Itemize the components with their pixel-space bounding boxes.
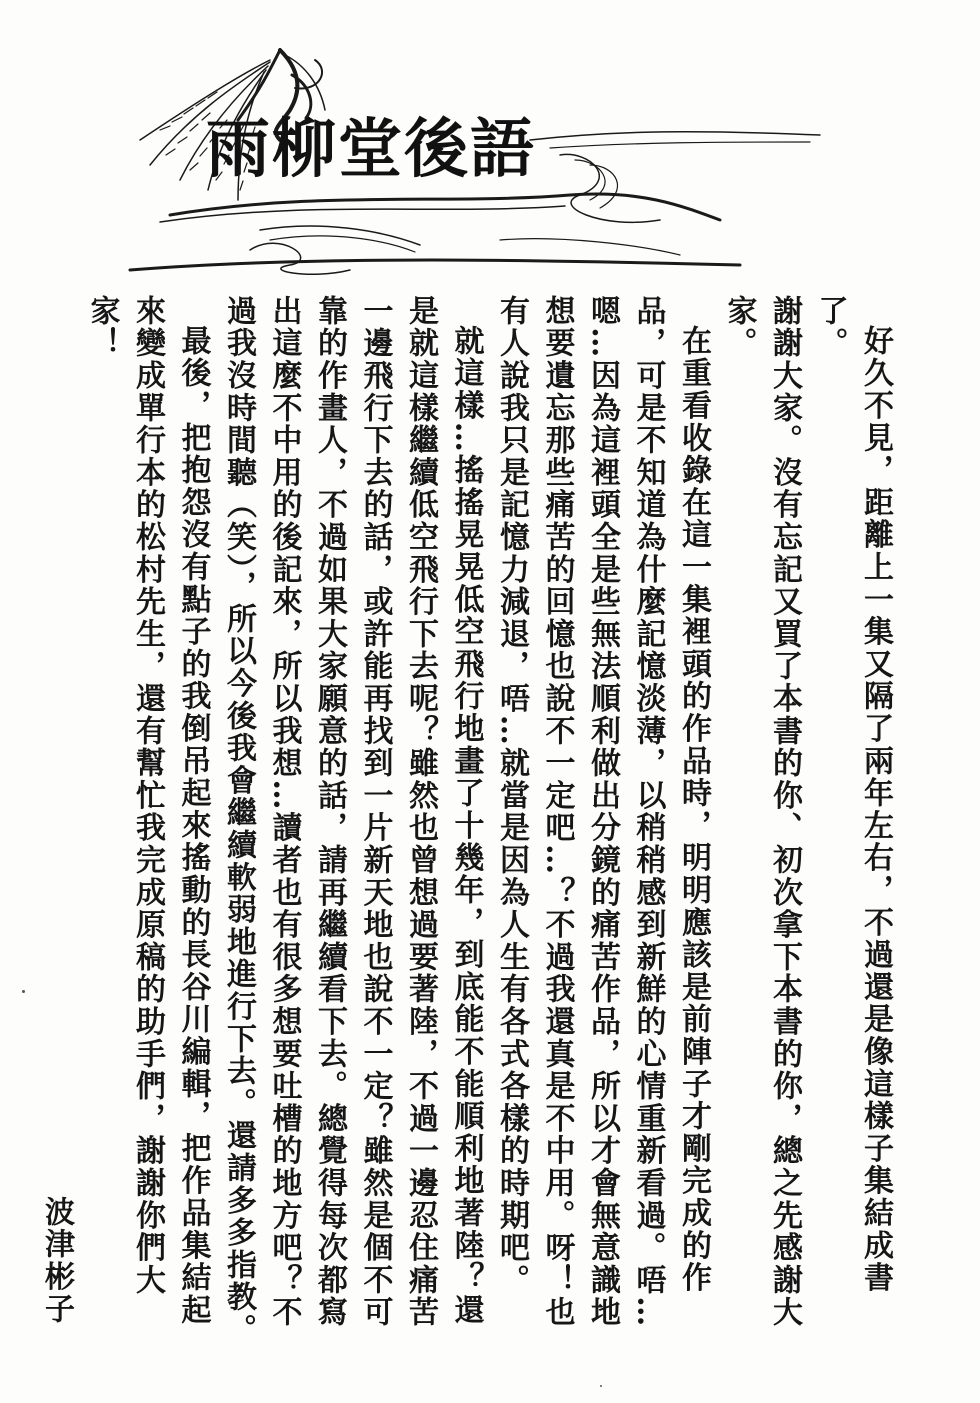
afterword-paragraph: 好久不見，距離上一集又隔了兩年左右，不過還是像這樣子集結成書了。 — [812, 295, 893, 1294]
print-speck — [600, 1385, 602, 1387]
afterword-paragraph: 就這樣…搖搖晃晃低空飛行地畫了十幾年，到底能不能順利地著陸？還是就這樣繼續低空飛行下去呢？雖然也曾想過要著陸，不過一邊忍住痛苦一邊飛行下去的話，或許能再找到一片新天地也說不一定？雖然是個不可靠的作畫人，不過如果大家願意的話，請再繼續看下去。總覺得每次都寫出這麼不中用的後記來，所以我想…讀者也有很多想要吐槽的地方吧？不過我沒時間聽（笑），所以今後我會繼續軟弱地進行下去。還請多多指教。 — [221, 295, 484, 1346]
author-signature: 波津彬子 — [39, 1195, 74, 1325]
print-speck — [22, 990, 25, 993]
afterword-paragraph: 最後，把抱怨沒有點子的我倒吊起來搖動的長谷川編輯，把作品集結起來變成單行本的松村先生，還有幫忙我完成原稿的助手們，謝謝你們大家！ — [84, 295, 211, 1327]
afterword-paragraph: 在重看收錄在這一集裡頭的作品時，明明應該是前陣子才剛完成的作品，可是不知道為什麼記憶淡薄，以稍稍感到新鮮的心情重新看過。唔…嗯…因為這裡頭全是些無法順利做出分鏡的痛苦作品，所以才會無意識地想要遺忘那些痛苦的回憶也說不一定吧…？不過我還真是不中用。呀！也有人說我只是記憶力減退，唔…就當是因為人生有各式各樣的時期吧。 — [494, 295, 711, 1329]
page-title: 雨柳堂後語 — [206, 112, 536, 187]
afterword-paragraph: 謝謝大家。沒有忘記又買了本書的你、初次拿下本書的你，總之先感謝大家。 — [721, 295, 802, 1329]
afterword-body — [39, 295, 898, 1355]
